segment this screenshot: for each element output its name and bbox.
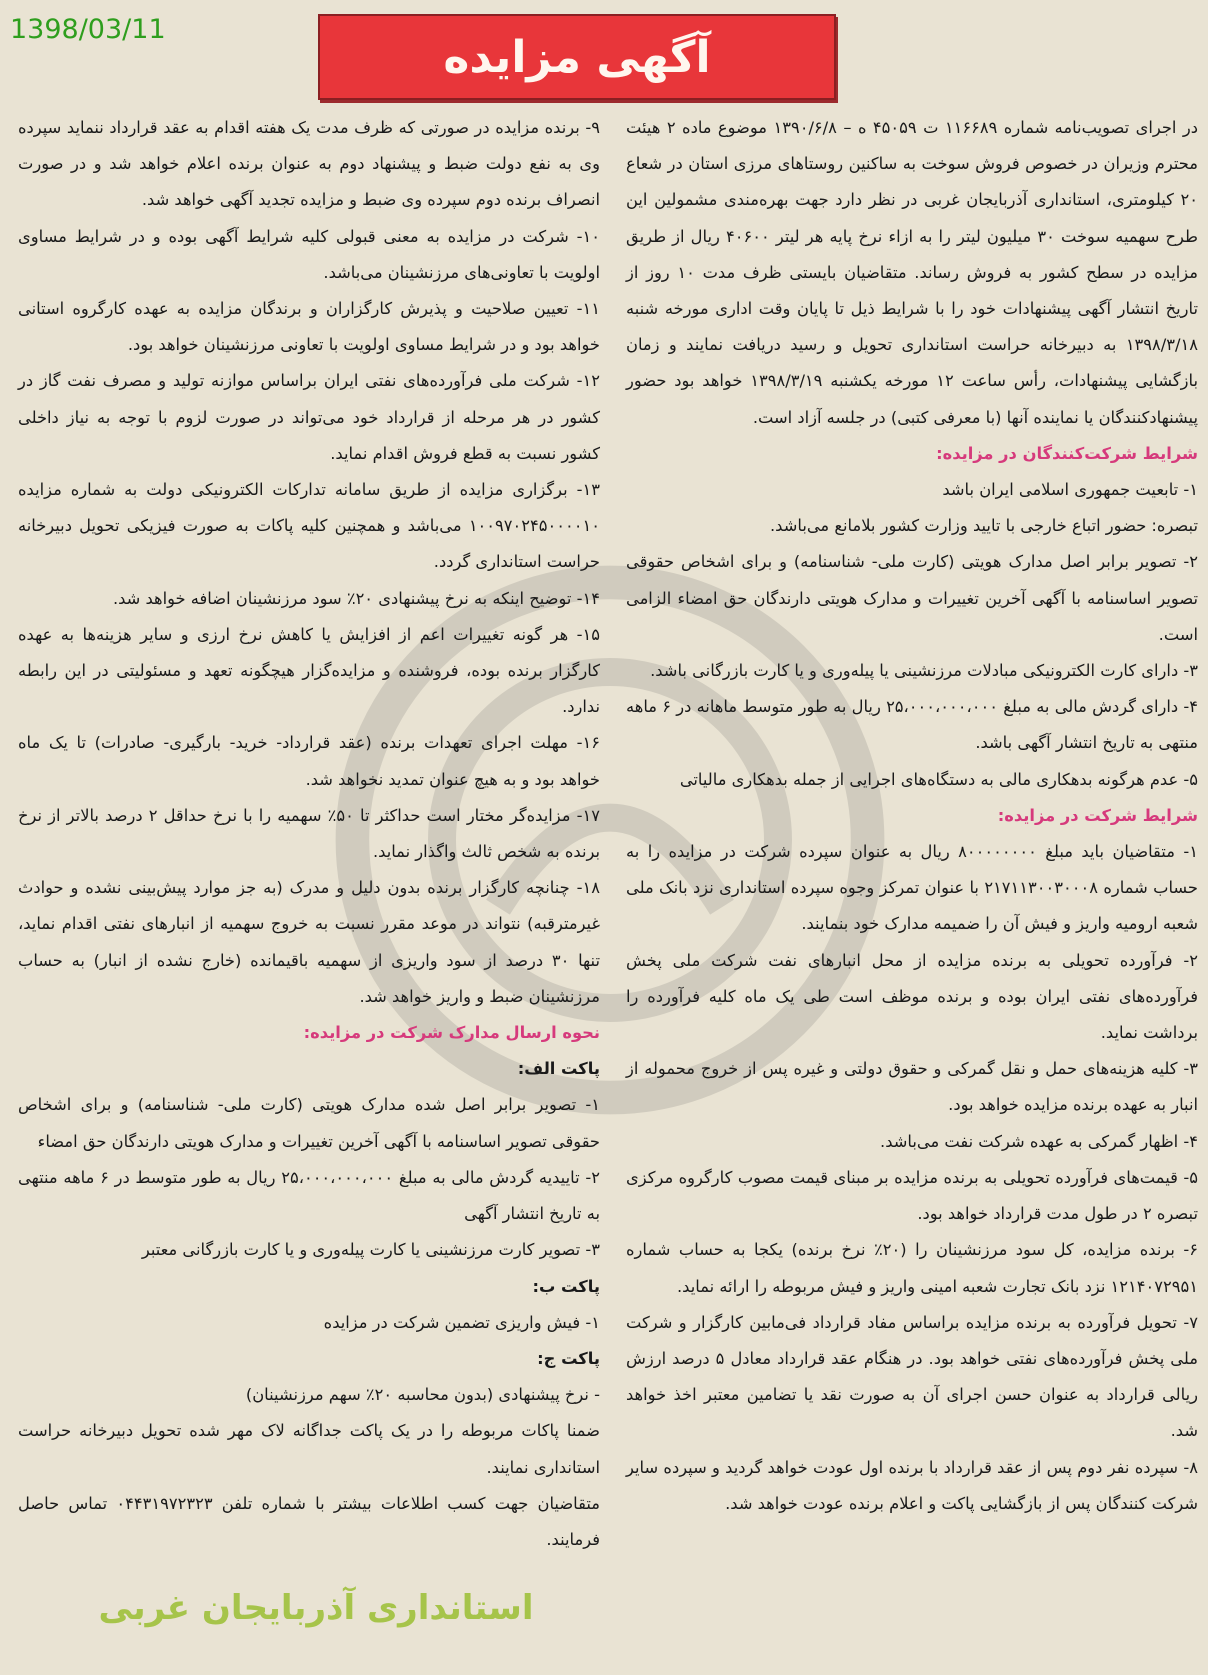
conditions-heading: شرایط شرکت در مزایده: (997, 805, 1198, 825)
condition-item: ۶- برنده مزایده، کل سود مرزنشینان را (۲۰٪ نرخ برنده) یکجا به حساب شماره ۱۲۱۴۰۷۲۹۵۱ نزد بانک تجارت شعبه امینی واریز و فیش مربوطه را ارائه نماید. (626, 1240, 1198, 1296)
participant-item: ۴- دارای گردش مالی به مبلغ ۲۵،۰۰۰،۰۰۰،۰۰۰ ریال به طور متوسط ماهانه در ۶ ماهه منتهی به تاریخ انتشار آگهی باشد. (626, 697, 1198, 753)
condition-item: ۱۵- هر گونه تغییرات اعم از افزایش یا کاهش نرخ ارزی و سایر هزینه‌ها به عهده کارگزار برنده بوده، فروشنده و مزایده‌گزار هیچگونه تعهد و مسئولیتی در این رابطه ندارد. (18, 624, 600, 717)
condition-item: ۱۰- شرکت در مزایده به معنی قبولی کلیه شرایط آگهی بوده و در شرایط مساوی اولویت با تعاونی‌های مرزنشینان می‌باشد. (18, 226, 600, 282)
participant-item: ۱- تابعیت جمهوری اسلامی ایران باشد (942, 480, 1198, 500)
packet-c-title: پاکت ج: (537, 1348, 600, 1368)
condition-item: ۷- تحویل فرآورده به برنده مزایده براساس مفاد قرارداد فی‌مابین کارگزار و شرکت ملی پخش فرآورده‌های نفتی خواهد بود. در هنگام عقد قرارداد معادل ۵ درصد ارزش ریالی قرارداد به عنوان حسن اجرای آن به صورت نقد یا تضامین معتبر اخذ خواهد شد. (626, 1312, 1198, 1441)
packet-c-item: ضمنا پاکات مربوطه را در یک پاکت جداگانه لاک مهر شده تحویل دبیرخانه حراست استانداری نمایند. (18, 1421, 600, 1477)
docs-heading: نحوه ارسال مدارک شرکت در مزایده: (303, 1023, 600, 1043)
condition-item: ۳- کلیه هزینه‌های حمل و نقل گمرکی و حقوق دولتی و غیره پس از خروج محموله از انبار به عهده برنده مزایده خواهد بود. (626, 1059, 1198, 1115)
participants-heading: شرایط شرکت‌کنندگان در مزایده: (936, 443, 1198, 463)
condition-item: ۱۲- شرکت ملی فرآورده‌های نفتی ایران براساس موازنه تولید و مصرف نفت گاز در کشور در هر مرحله از قرارداد خود می‌تواند در صورت لزوم با توجه به نیاز داخلی کشور نسبت به قطع فروش اقدام نماید. (18, 371, 600, 463)
participant-item: تبصره: حضور اتباع خارجی با تایید وزارت کشور بلامانع می‌باشد. (770, 516, 1198, 536)
condition-item: ۱۳- برگزاری مزایده از طریق سامانه تدارکات الکترونیکی دولت به شماره مزایده ۱۰۰۹۷۰۲۴۵۰۰۰۰۱۰ می‌باشد و همچنین کلیه پاکات به صورت فیزیکی تحویل دبیرخانه حراست استانداری گردد. (18, 480, 600, 572)
condition-item: ۸- سپرده نفر دوم پس از عقد قرارداد با برنده اول عودت خواهد گردید و سپرده سایر شرکت کنندگان پس از بازگشایی پاکت و اعلام برنده عودت خواهد شد. (626, 1457, 1198, 1513)
participant-item: ۲- تصویر برابر اصل مدارک هویتی (کارت ملی- شناسنامه) و برای اشخاص حقوقی تصویر اساسنامه با آگهی آخرین تغییرات و مدارک هویتی دارندگان حق امضاء الزامی است. (626, 552, 1198, 644)
condition-item: ۱۸- چنانچه کارگزار برنده بدون دلیل و مدرک (به جز موارد پیش‌بینی نشده و حوادث غیرمترقبه) نتواند در موعد مقرر نسبت به خروج سهمیه از انبارهای نفتی اقدام نماید، تنها ۳۰ درصد از سود واریزی از سهمیه باقیمانده (خارج نشده از انبار) به حساب مرزنشینان ضبط و واریز خواهد شد. (18, 878, 600, 1006)
packet-b-title: پاکت ب: (532, 1276, 600, 1296)
page-title: آگهی مزایده (443, 31, 711, 83)
packet-a-title: پاکت الف: (517, 1059, 600, 1079)
packet-a-item: ۳- تصویر کارت مرزنشینی یا کارت پیله‌وری و یا کارت بازرگانی معتبر (141, 1240, 600, 1260)
condition-item: ۴- اظهار گمرکی به عهده شرکت نفت می‌باشد. (880, 1131, 1198, 1151)
contact-note: متقاضیان جهت کسب اطلاعات بیشتر با شماره تلفن ۰۴۴۳۱۹۷۲۳۲۳ تماس حاصل فرمایند. (18, 1493, 601, 1549)
signature-governorate: استانداری آذربایجان غربی (98, 1588, 534, 1628)
condition-item: ۹- برنده مزایده در صورتی که ظرف مدت یک هفته اقدام به عقد قرارداد ننماید سپرده وی به نفع دولت ضبط و پیشنهاد دوم به عنوان برنده اعلام خواهد شد و در صورت انصراف برنده دوم سپرده وی ضبط و مزایده تجدید آگهی خواهد شد. (18, 118, 600, 210)
packet-c-item: - نرخ پیشنهادی (بدون محاسبه ۲۰٪ سهم مرزنشینان) (245, 1385, 600, 1405)
condition-item: ۱۴- توضیح اینکه به نرخ پیشنهادی ۲۰٪ سود مرزنشینان اضافه خواهد شد. (112, 588, 600, 608)
right-column (626, 110, 1198, 1522)
condition-item: ۱۷- مزایده‌گر مختار است حداکثر تا ۵۰٪ سهمیه را با نرخ حداقل ۲ درصد بالاتر از نرخ برنده به شخص ثالث واگذار نماید. (18, 805, 600, 862)
participant-item: ۵- عدم هرگونه بدهکاری مالی به دستگاه‌های اجرایی از جمله بدهکاری مالیاتی (679, 769, 1198, 789)
condition-item: ۵- قیمت‌های فرآورده تحویلی به برنده مزایده بر مبنای قیمت مصوب کارگروه مرکزی تبصره ۲ در طول مدت قرارداد خواهد بود. (626, 1167, 1198, 1224)
condition-item: ۱۱- تعیین صلاحیت و پذیرش کارگزاران و برندگان مزایده به عهده کارگروه استانی خواهد بود و در شرایط مساوی اولویت با تعاونی مرزنشینان خواهد بود. (18, 299, 600, 355)
condition-item: ۱۶- مهلت اجرای تعهدات برنده (عقد قرارداد- خرید- بارگیری- صادرات) تا یک ماه خواهد بود و به هیچ عنوان تمدید نخواهد شد. (18, 733, 600, 789)
participant-item: ۳- دارای کارت الکترونیکی مبادلات مرزنشینی یا پیله‌وری و یا کارت بازرگانی باشد. (650, 661, 1198, 681)
packet-a-item: ۱- تصویر برابر اصل شده مدارک هویتی (کارت ملی- شناسنامه) و برای اشخاص حقوقی تصویر اساسنامه با آگهی آخرین تغییرات و مدارک هویتی دارندگان حق امضاء (18, 1095, 600, 1151)
packet-a-item: ۲- تاییدیه گردش مالی به مبلغ ۲۵،۰۰۰،۰۰۰،۰۰۰ ریال به طور متوسط در ۶ ماهه منتهی به تاریخ انتشار آگهی (18, 1167, 600, 1224)
intro-paragraph: در اجرای تصویب‌نامه شماره ۱۱۶۶۸۹ ت ۴۵۰۵۹ ه – ۱۳۹۰/۶/۸ موضوع ماده ۲ هیئت محترم وزیران در خصوص فروش سوخت به ساکنین روستاهای مرزی استان در شعاع ۲۰ کیلومتری، استانداری آذربایجان غربی در نظر دارد جهت بهره‌مندی مشمولین این طرح سهمیه سوخت ۳۰ میلیون لیتر را به ازاء نرخ پایه هر لیتر ۴۰۶۰۰ ریال از طریق مزایده در سطح کشور به فروش رساند. متقاضیان بایستی ظرف مدت ۱۰ روز از تاریخ انتشار آگهی پیشنهادات خود را با شرایط ذیل تا پایان وقت اداری مورخه شنبه ۱۳۹۸/۳/۱۸ به دبیرخانه حراست استانداری تحویل و رسید دریافت نمایند و زمان بازگشایی پیشنهادات، رأس ساعت ۱۲ مورخه یکشنبه ۱۳۹۸/۳/۱۹ خواهد بود حضور پیشنهادکنندگان یا نماینده آنها (با معرفی کتبی) در جلسه آزاد است. (626, 118, 1198, 427)
left-column (18, 110, 600, 1558)
title-banner (318, 14, 836, 100)
publish-date: 1398/03/11 (10, 14, 166, 45)
condition-item: ۱- متقاضیان باید مبلغ ۸۰۰۰۰۰۰۰۰ ریال به عنوان سپرده شرکت در مزایده را به حساب شماره ۲۱۷۱۱۳۰۰۳۰۰۰۸ با عنوان تمرکز وجوه سپرده استانداری نزد بانک ملی شعبه ارومیه واریز و فیش آن را ضمیمه مدارک خود بنمایند. (626, 842, 1198, 934)
condition-item: ۲- فرآورده تحویلی به برنده مزایده از محل انبارهای نفت شرکت ملی پخش فرآورده‌های نفتی ایران بوده و برنده موظف است طی یک ماه کلیه فرآورده را برداشت نماید. (626, 950, 1198, 1043)
packet-b-item: ۱- فیش واریزی تضمین شرکت در مزایده (323, 1312, 600, 1332)
